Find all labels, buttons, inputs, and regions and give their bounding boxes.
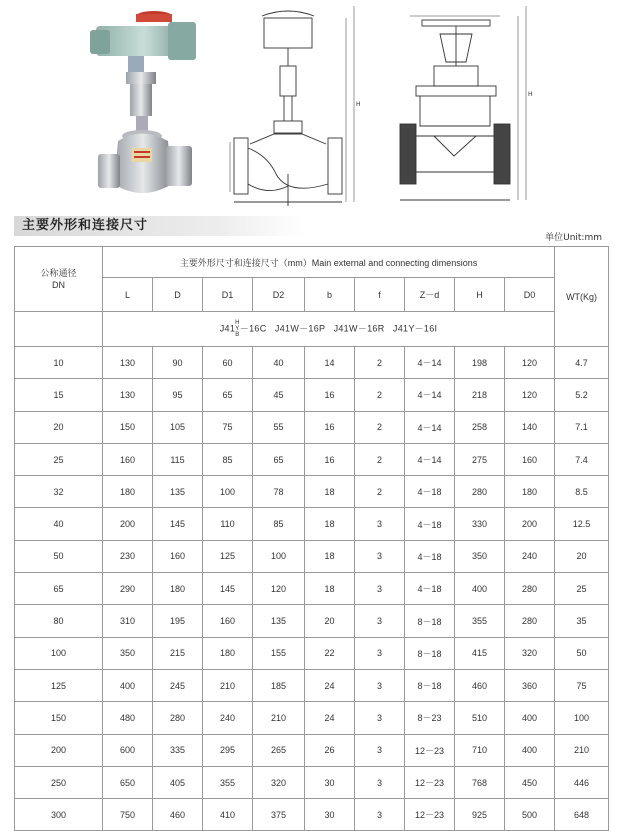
table-cell: 130	[103, 379, 153, 411]
table-cell: 405	[153, 766, 203, 798]
table-cell: 265	[253, 734, 305, 766]
table-cell: 18	[305, 476, 355, 508]
table-cell: 14	[305, 347, 355, 379]
table-cell: 3	[355, 540, 405, 572]
table-row	[15, 799, 609, 831]
weight-cell: 25	[555, 573, 609, 605]
weight-cell: 7.4	[555, 443, 609, 475]
weight-cell: 446	[555, 766, 609, 798]
col-header-b: b	[305, 278, 355, 312]
table-cell: 4－14	[405, 379, 455, 411]
table-row	[15, 573, 609, 605]
table-cell: 215	[153, 637, 203, 669]
table-row	[15, 766, 609, 798]
table-cell: 18	[305, 508, 355, 540]
table-cell: 65	[253, 443, 305, 475]
col-header-z-d: Z－d	[405, 278, 455, 312]
variant-b: B	[235, 332, 240, 338]
table-cell: 258	[455, 411, 505, 443]
table-cell: 145	[203, 573, 253, 605]
table-cell: 75	[203, 411, 253, 443]
table-cell: 330	[455, 508, 505, 540]
weight-cell: 35	[555, 605, 609, 637]
table-cell: 4－18	[405, 508, 455, 540]
table-cell: 320	[505, 637, 555, 669]
table-cell: 110	[203, 508, 253, 540]
weight-header: WT(Kg)	[555, 247, 609, 347]
table-cell: 180	[103, 476, 153, 508]
table-cell: 130	[103, 347, 153, 379]
table-cell: 180	[153, 573, 203, 605]
table-cell: 30	[305, 799, 355, 831]
table-cell: 24	[305, 702, 355, 734]
table-row	[15, 476, 609, 508]
table-row	[15, 702, 609, 734]
table-cell: 3	[355, 573, 405, 605]
dn-cell: 15	[15, 379, 103, 411]
dn-cell: 250	[15, 766, 103, 798]
table-cell: 710	[455, 734, 505, 766]
table-cell: 22	[305, 637, 355, 669]
model-j41-suffix: －16C	[239, 323, 267, 334]
table-cell: 200	[505, 508, 555, 540]
table-cell: 450	[505, 766, 555, 798]
table-row	[15, 637, 609, 669]
table-cell: 4－14	[405, 347, 455, 379]
variant-h: H	[235, 320, 240, 326]
dn-cell: 65	[15, 573, 103, 605]
table-row	[15, 605, 609, 637]
weight-cell: 12.5	[555, 508, 609, 540]
dn-cell: 300	[15, 799, 103, 831]
table-cell: 3	[355, 799, 405, 831]
table-cell: 320	[253, 766, 305, 798]
dn-header: 公称通径 DN	[15, 247, 103, 312]
table-cell: 415	[455, 637, 505, 669]
table-cell: 245	[153, 669, 203, 701]
table-cell: 8－18	[405, 637, 455, 669]
table-cell: 400	[505, 702, 555, 734]
main-dimensions-header: 主要外形尺寸和连接尺寸（mm）Main external and connecting dimensions	[103, 247, 555, 278]
table-cell: 100	[253, 540, 305, 572]
weight-cell: 210	[555, 734, 609, 766]
table-cell: 115	[153, 443, 203, 475]
weight-cell: 7.1	[555, 411, 609, 443]
table-cell: 375	[253, 799, 305, 831]
col-header-d1: D1	[203, 278, 253, 312]
table-cell: 355	[455, 605, 505, 637]
weight-cell: 648	[555, 799, 609, 831]
table-cell: 2	[355, 476, 405, 508]
dn-cell: 50	[15, 540, 103, 572]
table-row	[15, 508, 609, 540]
col-header-d0: D0	[505, 278, 555, 312]
table-cell: 85	[203, 443, 253, 475]
section-title: 主要外形和连接尺寸	[22, 218, 149, 233]
table-row	[15, 540, 609, 572]
table-cell: 12－23	[405, 799, 455, 831]
table-cell: 16	[305, 379, 355, 411]
table-cell: 180	[203, 637, 253, 669]
table-cell: 135	[253, 605, 305, 637]
table-cell: 26	[305, 734, 355, 766]
table-cell: 3	[355, 637, 405, 669]
table-cell: 275	[455, 443, 505, 475]
table-cell: 3	[355, 766, 405, 798]
table-cell: 160	[153, 540, 203, 572]
table-cell: 4－18	[405, 573, 455, 605]
table-cell: 400	[455, 573, 505, 605]
table-cell: 4－14	[405, 443, 455, 475]
table-cell: 195	[153, 605, 203, 637]
table-cell: 8－18	[405, 605, 455, 637]
table-cell: 55	[253, 411, 305, 443]
weight-cell: 100	[555, 702, 609, 734]
table-cell: 150	[103, 411, 153, 443]
table-cell: 120	[505, 347, 555, 379]
table-cell: 3	[355, 669, 405, 701]
table-row	[15, 734, 609, 766]
product-figures	[0, 0, 618, 210]
table-cell: 18	[305, 540, 355, 572]
table-cell: 3	[355, 734, 405, 766]
table-cell: 40	[253, 347, 305, 379]
model-j41y-16i: J41Y－16I	[392, 323, 438, 334]
table-cell: 20	[305, 605, 355, 637]
weight-cell: 50	[555, 637, 609, 669]
dn-cell: 20	[15, 411, 103, 443]
table-cell: 3	[355, 508, 405, 540]
table-cell: 3	[355, 605, 405, 637]
table-cell: 4－14	[405, 411, 455, 443]
table-cell: 510	[455, 702, 505, 734]
table-cell: 290	[103, 573, 153, 605]
table-cell: 180	[505, 476, 555, 508]
table-cell: 160	[203, 605, 253, 637]
table-cell: 155	[253, 637, 305, 669]
table-cell: 480	[103, 702, 153, 734]
table-cell: 160	[505, 443, 555, 475]
table-cell: 2	[355, 347, 405, 379]
table-cell: 210	[253, 702, 305, 734]
table-cell: 400	[103, 669, 153, 701]
model-j41-prefix: J41	[219, 323, 236, 334]
table-cell: 355	[203, 766, 253, 798]
table-cell: 360	[505, 669, 555, 701]
table-cell: 410	[203, 799, 253, 831]
weight-cell: 5.2	[555, 379, 609, 411]
table-cell: 60	[203, 347, 253, 379]
weight-cell: 20	[555, 540, 609, 572]
table-cell: 240	[203, 702, 253, 734]
table-cell: 500	[505, 799, 555, 831]
table-cell: 12－23	[405, 766, 455, 798]
model-j41w-16r: J41W－16R	[333, 323, 385, 334]
table-cell: 460	[153, 799, 203, 831]
table-cell: 650	[103, 766, 153, 798]
table-cell: 198	[455, 347, 505, 379]
table-cell: 4－18	[405, 540, 455, 572]
table-cell: 18	[305, 573, 355, 605]
table-row	[15, 379, 609, 411]
col-header-d: D	[153, 278, 203, 312]
table-cell: 350	[103, 637, 153, 669]
table-cell: 120	[505, 379, 555, 411]
unit-label: 单位Unit:mm	[545, 233, 602, 243]
dimensions-table	[14, 246, 609, 831]
table-cell: 210	[203, 669, 253, 701]
table-row	[15, 411, 609, 443]
table-cell: 90	[153, 347, 203, 379]
dn-cell: 10	[15, 347, 103, 379]
table-cell: 280	[153, 702, 203, 734]
table-cell: 140	[505, 411, 555, 443]
table-cell: 3	[355, 702, 405, 734]
handwheel-valve-drawing-icon	[390, 6, 540, 211]
table-cell: 335	[153, 734, 203, 766]
dn-cell: 125	[15, 669, 103, 701]
table-cell: 200	[103, 508, 153, 540]
table-cell: 2	[355, 411, 405, 443]
table-cell: 2	[355, 379, 405, 411]
model-j41w-16p: J41W－16P	[274, 323, 326, 334]
table-cell: 24	[305, 669, 355, 701]
table-cell: 100	[203, 476, 253, 508]
svg-text:H: H	[528, 91, 533, 98]
weight-cell: 8.5	[555, 476, 609, 508]
dn-cell: 25	[15, 443, 103, 475]
table-cell: 8－23	[405, 702, 455, 734]
table-cell: 8－18	[405, 669, 455, 701]
table-cell: 45	[253, 379, 305, 411]
table-cell: 30	[305, 766, 355, 798]
table-cell: 12－23	[405, 734, 455, 766]
table-cell: 145	[153, 508, 203, 540]
col-header-f: f	[355, 278, 405, 312]
table-cell: 218	[455, 379, 505, 411]
table-cell: 120	[253, 573, 305, 605]
col-header-d2: D2	[253, 278, 305, 312]
weight-cell: 75	[555, 669, 609, 701]
table-cell: 295	[203, 734, 253, 766]
table-cell: 135	[153, 476, 203, 508]
table-cell: 280	[455, 476, 505, 508]
table-cell: 460	[455, 669, 505, 701]
table-cell: 2	[355, 443, 405, 475]
dn-cell: 32	[15, 476, 103, 508]
table-cell: 16	[305, 443, 355, 475]
variant-y: Y	[235, 326, 240, 332]
dn-cell: 100	[15, 637, 103, 669]
dn-cell: 150	[15, 702, 103, 734]
col-header-h: H	[455, 278, 505, 312]
table-cell: 925	[455, 799, 505, 831]
col-header-l: L	[103, 278, 153, 312]
table-cell: 105	[153, 411, 203, 443]
table-cell: 350	[455, 540, 505, 572]
svg-text:H: H	[356, 101, 361, 108]
table-cell: 400	[505, 734, 555, 766]
dn-cell: 40	[15, 508, 103, 540]
table-cell: 768	[455, 766, 505, 798]
table-cell: 4－18	[405, 476, 455, 508]
table-cell: 125	[203, 540, 253, 572]
table-row	[15, 443, 609, 475]
table-cell: 310	[103, 605, 153, 637]
table-cell: 600	[103, 734, 153, 766]
valve-photo-icon	[88, 6, 208, 206]
dn-cell: 200	[15, 734, 103, 766]
dn-header-spacer	[15, 312, 103, 347]
table-cell: 160	[103, 443, 153, 475]
actuated-valve-drawing-icon	[228, 6, 378, 211]
model-numbers	[103, 312, 555, 347]
table-cell: 78	[253, 476, 305, 508]
table-cell: 750	[103, 799, 153, 831]
table-cell: 16	[305, 411, 355, 443]
table-cell: 280	[505, 605, 555, 637]
table-cell: 230	[103, 540, 153, 572]
table-row	[15, 669, 609, 701]
table-cell: 85	[253, 508, 305, 540]
table-cell: 280	[505, 573, 555, 605]
table-cell: 95	[153, 379, 203, 411]
weight-cell: 4.7	[555, 347, 609, 379]
table-cell: 240	[505, 540, 555, 572]
table-cell: 185	[253, 669, 305, 701]
dn-cell: 80	[15, 605, 103, 637]
table-cell: 65	[203, 379, 253, 411]
table-row	[15, 347, 609, 379]
